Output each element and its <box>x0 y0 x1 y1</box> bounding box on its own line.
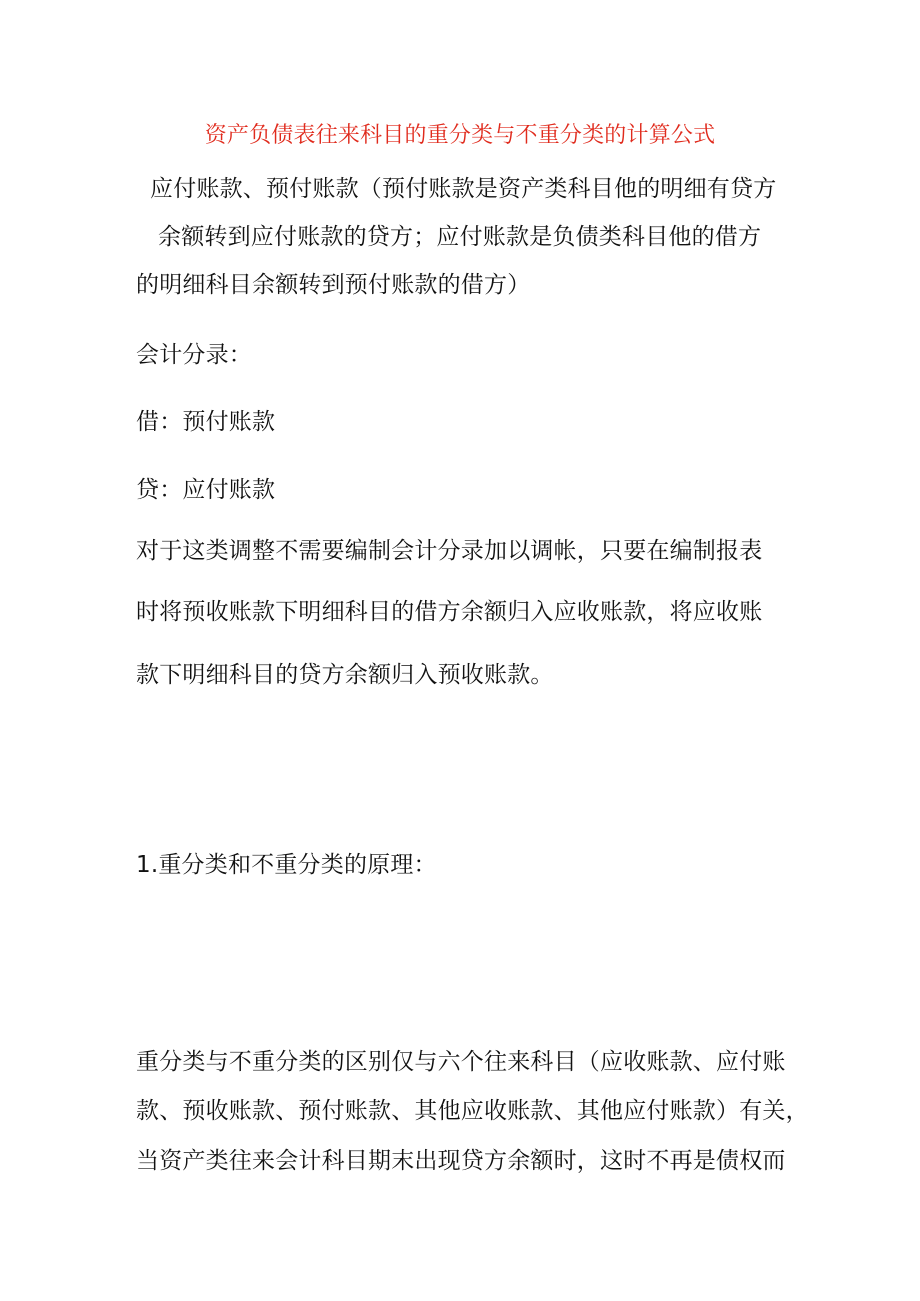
entry-debit: 借：预付账款 <box>136 409 276 435</box>
document-title: 资产负债表往来科目的重分类与不重分类的计算公式 <box>204 123 716 148</box>
entry-label: 会计分录： <box>136 342 252 368</box>
section-heading: 1.重分类和不重分类的原理： <box>136 852 437 878</box>
paragraph-line: 的明细科目余额转到预付账款的借方） <box>136 272 531 298</box>
paragraph-line: 应付账款、预付账款（预付账款是资产类科目他的明细有贷方 <box>150 176 777 202</box>
paragraph-line: 对于这类调整不需要编制会计分录加以调帐，只要在编制报表 <box>136 538 763 564</box>
paragraph-line: 重分类与不重分类的区别仅与六个往来科目（应收账款、应付账 <box>136 1049 786 1075</box>
paragraph-line: 款、预收账款、预付账款、其他应收账款、其他应付账款）有关， <box>136 1098 809 1124</box>
paragraph-line: 余额转到应付账款的贷方；应付账款是负债类科目他的借方 <box>158 224 762 250</box>
paragraph-line: 时将预收账款下明细科目的借方余额归入应收账款，将应收账 <box>136 599 763 625</box>
entry-credit: 贷：应付账款 <box>136 477 276 503</box>
paragraph-line: 款下明细科目的贷方余额归入预收账款。 <box>136 662 554 688</box>
paragraph-line: 当资产类往来会计科目期末出现贷方余额时，这时不再是债权而 <box>136 1148 786 1174</box>
